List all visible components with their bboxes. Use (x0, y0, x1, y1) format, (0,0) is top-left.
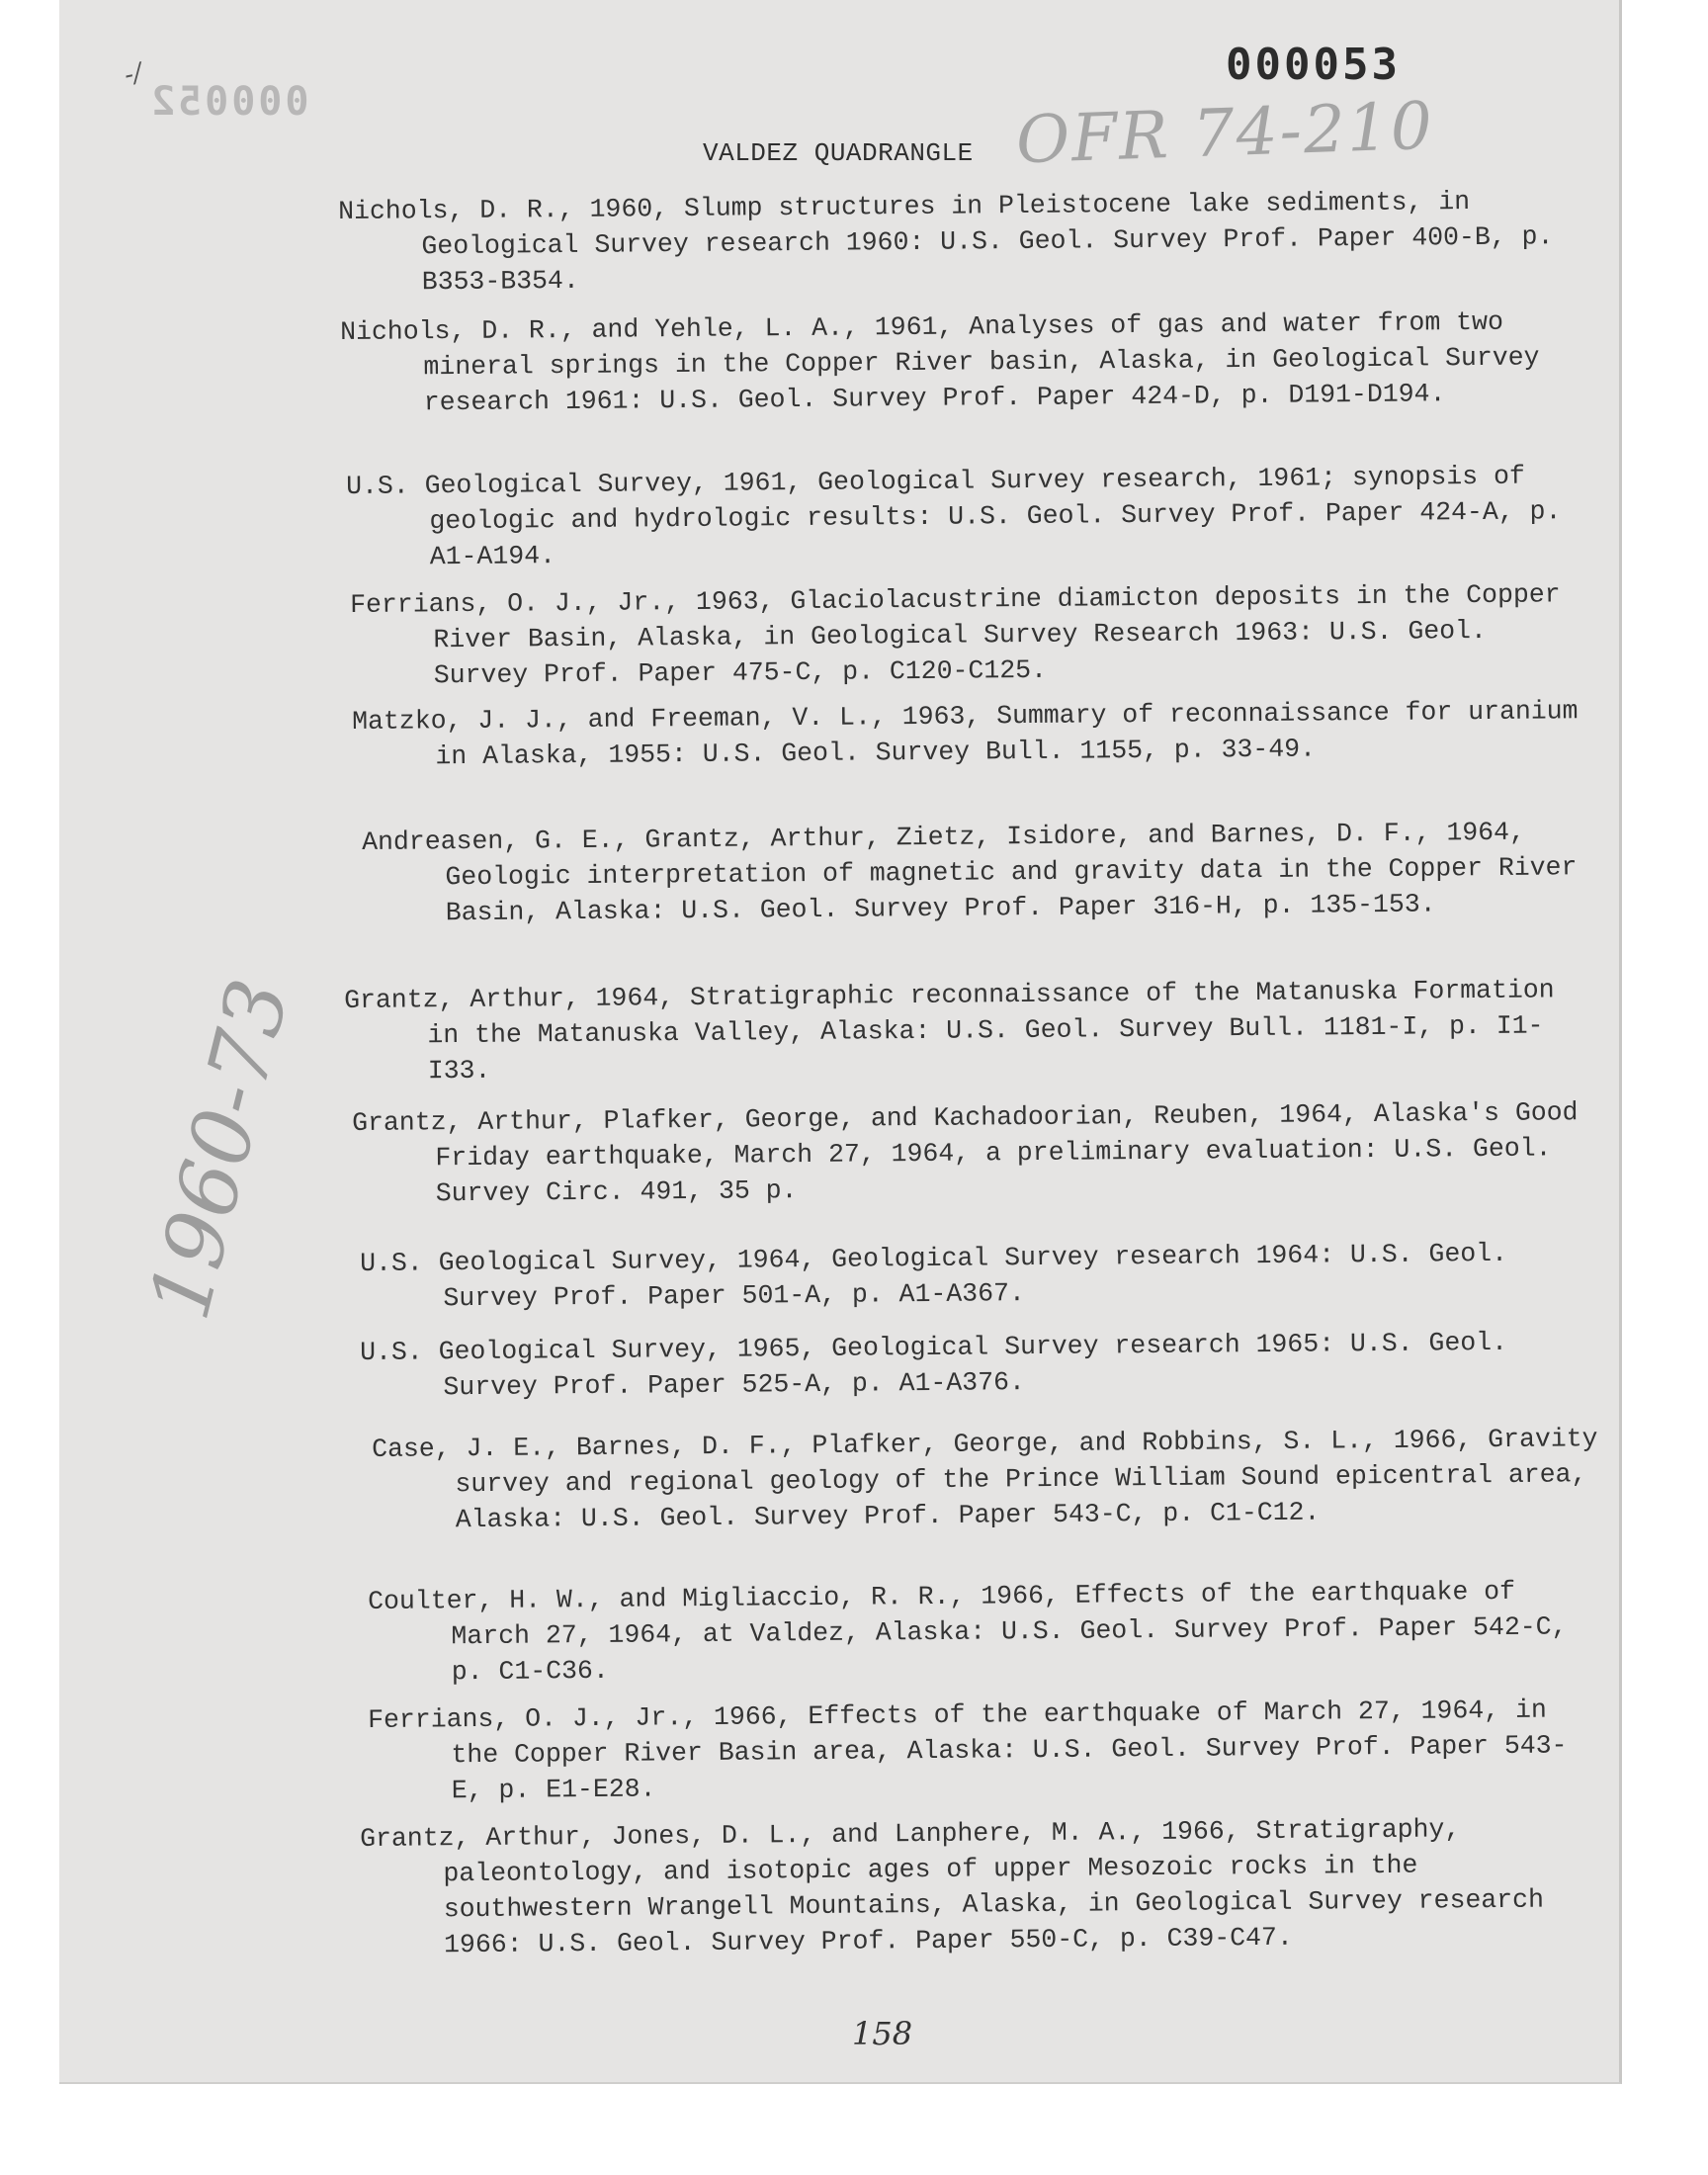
reference-entry: U.S. Geological Survey, 1965, Geological Survey research 1965: U.S. Geol. Survey Prof. Paper 525-A, p. A1-A376. (360, 1327, 1508, 1403)
page-number: 158 (852, 2015, 913, 2052)
reference-entry: Matzko, J. J., and Freeman, V. L., 1963, Summary of reconnaissance for uranium in Alaska, 1955: U.S. Geol. Survey Bull. 1155, p. 33-49. (352, 696, 1579, 772)
reference-entry: Ferrians, O. J., Jr., 1966, Effects of the earthquake of March 27, 1964, in the Copper River Basin area, Alaska: U.S. Geol. Survey Prof. Paper 543-E, p. E1-E28. (368, 1695, 1568, 1806)
corner-handwritten-mark: -/ (122, 57, 145, 91)
reference-entry: Coulter, H. W., and Migliaccio, R. R., 1966, Effects of the earthquake of March 27, 1964, at Valdez, Alaska: U.S. Geol. Survey Prof. Paper 542-C, p. C1-C36. (368, 1576, 1568, 1688)
reference-entry: Grantz, Arthur, 1964, Stratigraphic reconnaissance of the Matanuska Formation in the Matanuska Valley, Alaska: U.S. Geol. Survey Bull. 1181-I, p. I1-I33. (344, 975, 1555, 1087)
reference-entry: U.S. Geological Survey, 1964, Geological Survey research 1964: U.S. Geol. Survey Prof. Paper 501-A, p. A1-A367. (360, 1238, 1508, 1314)
reference-entry: Nichols, D. R., 1960, Slump structures in Pleistocene lake sediments, in Geological Survey research 1960: U.S. Geol. Survey Prof. Paper 400-B, p. B353-B354. (338, 187, 1554, 298)
handwritten-year-range: 1960-73 (130, 970, 308, 1329)
document-number: 000053 (1226, 40, 1401, 90)
reference-entry: Nichols, D. R., and Yehle, L. A., 1961, Analyses of gas and water from two mineral springs in the Copper River basin, Alaska, in Geological Survey research 1961: U.S. Geol. Survey Prof. Paper 424-D, p. D191-D194. (340, 306, 1540, 418)
reference-entry: Andreasen, G. E., Grantz, Arthur, Zietz, Isidore, and Barnes, D. F., 1964, Geologic interpretation of magnetic and gravity data in the Copper River Basin, Alaska: U.S. Geol. Survey Prof. Paper 316-H, p. 135-153. (362, 817, 1578, 928)
reference-entry: Grantz, Arthur, Plafker, George, and Kachadoorian, Reuben, 1964, Alaska's Good Friday earthquake, March 27, 1964, a preliminary evaluation: U.S. Geol. Survey Circ. 491, 35 p. (352, 1097, 1579, 1209)
quadrangle-title: VALDEZ QUADRANGLE (703, 138, 974, 168)
handwritten-ofr-note: OFR 74-210 (1014, 87, 1436, 179)
reference-entry: Case, J. E., Barnes, D. F., Plafker, George, and Robbins, S. L., 1966, Gravity survey and regional geology of the Prince William Sound epicentral area, Alaska: U.S. Geol. Survey Prof. Paper 543-C, p. C1-C12. (372, 1424, 1598, 1535)
reference-entry: Ferrians, O. J., Jr., 1963, Glaciolacustrine diamicton deposits in the Copper River Basin, Alaska, in Geological Survey Research 1963: U.S. Geol. Survey Prof. Paper 475-C, p. C120-C125. (350, 579, 1561, 691)
reference-entry: Grantz, Arthur, Jones, D. L., and Lanphere, M. A., 1966, Stratigraphy, paleontology, and isotopic ages of upper Mesozoic rocks in the southwestern Wrangell Mountains, Alaska, in Geological Survey research 1966: U.S. Geol. Survey Prof. Paper 550-C, p. C39-C47. (360, 1814, 1545, 1960)
document-page (59, 0, 1622, 2084)
reference-entry: U.S. Geological Survey, 1961, Geological Survey research, 1961; synopsis of geologic and hydrologic results: U.S. Geol. Survey Prof. Paper 424-A, p. A1-A194. (346, 461, 1562, 572)
bleed-through-number: 000052 (148, 79, 309, 125)
